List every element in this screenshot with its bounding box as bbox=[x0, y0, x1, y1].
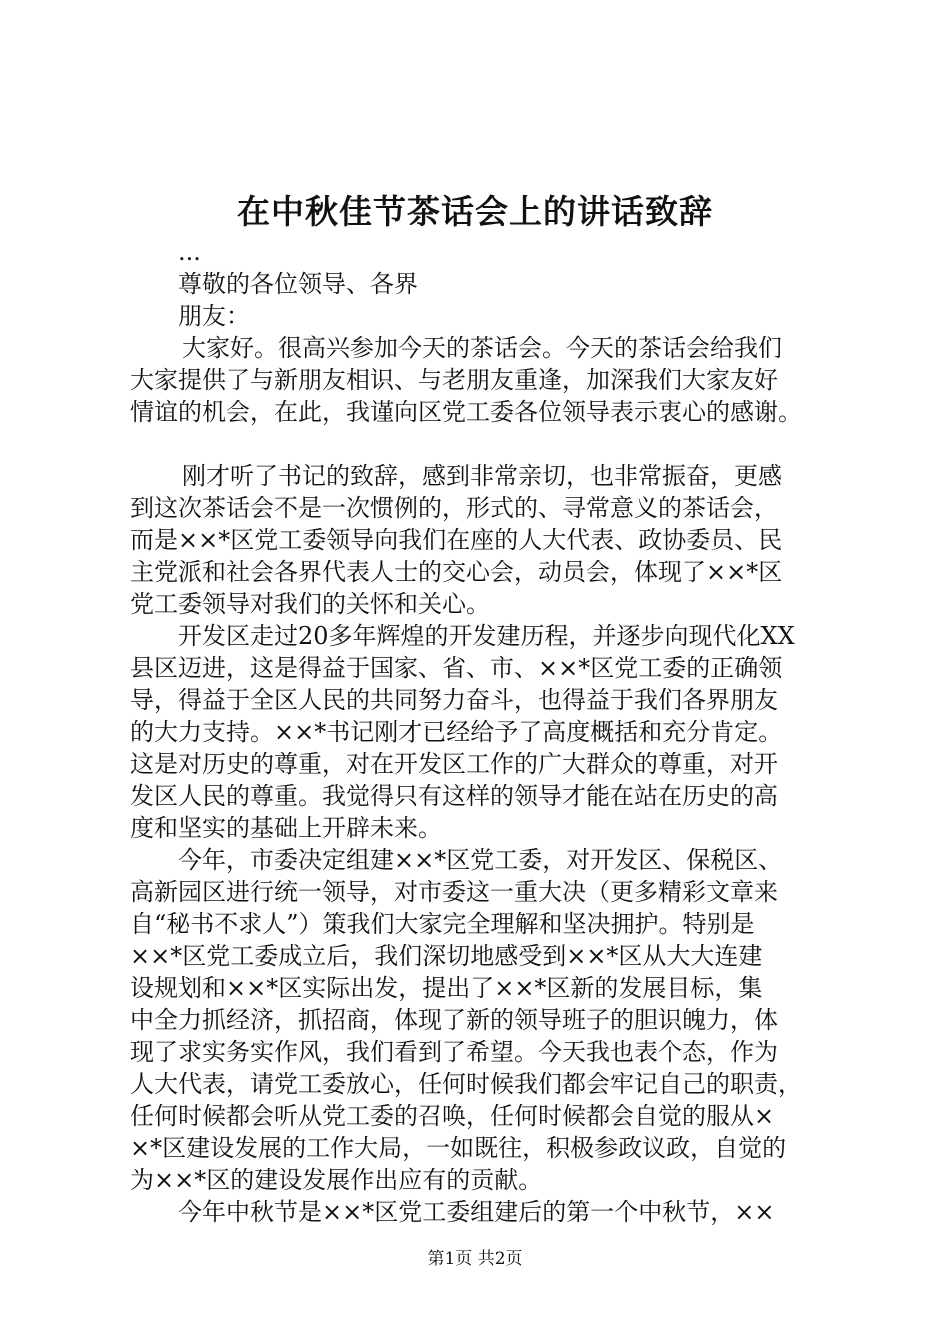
text-line: 开发区走过20多年辉煌的开发建历程，并逐步向现代化XX bbox=[178, 622, 795, 650]
text-line: 到这次茶话会不是一次惯例的，形式的、寻常意义的茶话会， bbox=[130, 494, 778, 522]
text-line: ×*区建设发展的工作大局，一如既往，积极参政议政，自觉的 bbox=[130, 1134, 787, 1162]
text-line: 导，得益于全区人民的共同努力奋斗，也得益于我们各界朋友 bbox=[130, 686, 778, 714]
text-line: 主党派和社会各界代表人士的交心会，动员会，体现了××*区 bbox=[130, 558, 783, 586]
page-number: 第1页 共2页 bbox=[427, 1249, 523, 1269]
text-line: 大家提供了与新朋友相识、与老朋友重逢，加深我们大家友好 bbox=[130, 366, 778, 394]
text-line: 县区迈进，这是得益于国家、省、市、××*区党工委的正确领 bbox=[130, 654, 783, 682]
text-line: 现了求实务实作风，我们看到了希望。今天我也表个态，作为 bbox=[130, 1038, 778, 1066]
text-line: 设规划和××*区实际出发，提出了××*区新的发展目标，集 bbox=[130, 974, 763, 1002]
text-line: 高新园区进行统一领导，对市委这一重大决（更多精彩文章来 bbox=[130, 878, 778, 906]
text-line: 尊敬的各位领导、各界 bbox=[178, 270, 418, 298]
text-line: 而是××*区党工委领导向我们在座的人大代表、政协委员、民 bbox=[130, 526, 783, 554]
text-line: 情谊的机会，在此，我谨向区党工委各位领导表示衷心的感谢。 bbox=[130, 398, 802, 426]
text-line: 任何时候都会听从党工委的召唤，任何时候都会自觉的服从× bbox=[130, 1102, 775, 1130]
document-title: 在中秋佳节茶话会上的讲话致辞 bbox=[237, 192, 713, 231]
text-line: 为××*区的建设发展作出应有的贡献。 bbox=[130, 1166, 543, 1194]
text-line: 朋友： bbox=[178, 302, 250, 330]
text-line: 人大代表，请党工委放心，任何时候我们都会牢记自己的职责， bbox=[130, 1070, 802, 1098]
document-body bbox=[130, 236, 832, 1228]
text-line: 大家好。很高兴参加今天的茶话会。今天的茶话会给我们 bbox=[182, 334, 782, 362]
text-line: 今年中秋节是××*区党工委组建后的第一个中秋节，×× bbox=[178, 1198, 775, 1226]
text-line: 度和坚实的基础上开辟未来。 bbox=[130, 814, 442, 842]
text-line: 今年，市委决定组建××*区党工委，对开发区、保税区、 bbox=[178, 846, 783, 874]
blank-line bbox=[130, 428, 832, 460]
text-line: ... bbox=[178, 238, 201, 266]
text-line: 自“秘书不求人”）策我们大家完全理解和坚决拥护。特别是 bbox=[130, 910, 755, 938]
text-line: 这是对历史的尊重，对在开发区工作的广大群众的尊重，对开 bbox=[130, 750, 778, 778]
text-line: 刚才听了书记的致辞，感到非常亲切，也非常振奋，更感 bbox=[182, 462, 782, 490]
text-line: 发区人民的尊重。我觉得只有这样的领导才能在站在历史的高 bbox=[130, 782, 778, 810]
text-line: 党工委领导对我们的关怀和关心。 bbox=[130, 590, 490, 618]
text-line: ××*区党工委成立后，我们深切地感受到××*区从大大连建 bbox=[130, 942, 763, 970]
text-line: 中全力抓经济，抓招商，体现了新的领导班子的胆识魄力，体 bbox=[130, 1006, 778, 1034]
text-line: 的大力支持。××*书记刚才已经给予了高度概括和充分肯定。 bbox=[130, 718, 783, 746]
